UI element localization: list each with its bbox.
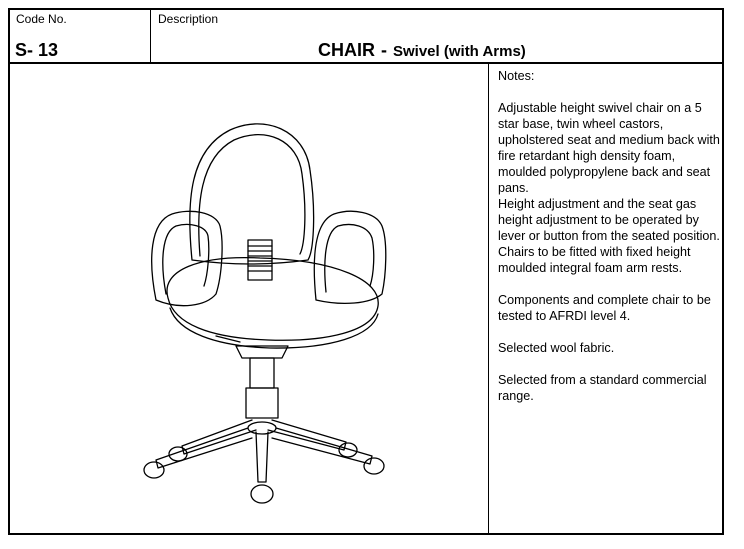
code-number-value: S- 13 (15, 40, 59, 60)
product-title-separator: - (381, 40, 387, 60)
notes-fabric: Selected wool fabric. (498, 341, 615, 355)
product-title-main: CHAIR (318, 40, 375, 60)
notes-testing: Components and complete chair to be tested to AFRDI level 4. (498, 293, 711, 323)
product-title-sub: Swivel (with Arms) (393, 43, 526, 60)
header-bottom-rule (10, 62, 722, 64)
header-column-divider (150, 10, 151, 62)
notes-heading: Notes: (498, 69, 535, 83)
spec-sheet (8, 8, 724, 535)
notes-spec-2: Height adjustment and the seat gas height adjustment to be operated by lever or button from the seated position. (498, 197, 720, 243)
product-title (318, 40, 526, 61)
back-spine (248, 240, 272, 280)
body-column-divider (488, 62, 489, 533)
notes-range: Selected from a standard commercial range. (498, 373, 707, 403)
chair-drawing (120, 110, 400, 510)
notes-spec-3: Chairs to be fitted with fixed height moulded integral foam arm rests. (498, 245, 691, 275)
code-no-label: Code No. (16, 12, 67, 26)
gas-column (246, 358, 278, 418)
notes-panel (498, 68, 722, 420)
notes-spec-1: Adjustable height swivel chair on a 5 star base, twin wheel castors, upholstered seat and medium back with fire retardant high density foam, moulded polypropylene back and seat pans. (498, 101, 720, 195)
description-label: Description (158, 12, 219, 26)
right-armrest (314, 211, 385, 303)
left-armrest (152, 211, 222, 305)
